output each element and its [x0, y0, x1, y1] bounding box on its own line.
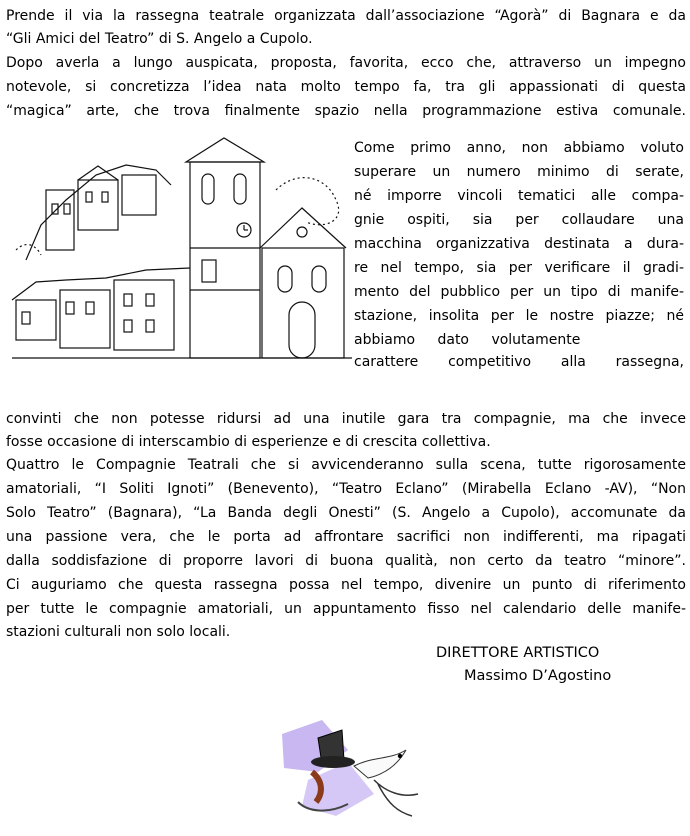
signature-role: DIRETTORE ARTISTICO [436, 645, 600, 661]
church-village-illustration [6, 130, 352, 374]
column-line: Come primo anno, non abbiamo voluto [354, 140, 684, 156]
body-line: dalla soddisfazione di proporre lavori di buona qualità, non certo da teatro “minore”. [6, 553, 686, 569]
body-line: Quattro le Compagnie Teatrali che si avvicenderanno sulla scena, tutte rigorosamente [6, 457, 686, 473]
body-line: Solo Teatro” (Bagnara), “La Banda degli Onesti” (S. Angelo a Cupolo), accomunate da [6, 505, 686, 521]
body-line: stazioni culturali non solo locali. [6, 624, 231, 640]
body-line: per tutte le compagnie amatoriali, un appuntamento fisso nel calendario delle manife- [6, 601, 686, 617]
column-line: stazione, insolita per le nostre piazze; né [354, 308, 684, 324]
intro-line: notevole, si concretizza l’idea nata molto tempo fa, tra gli appassionati di questa [6, 79, 686, 95]
theatre-hat-mascot-icon [278, 720, 424, 820]
intro-line: Dopo averla a lungo auspicata, proposta, favorita, ecco che, attraverso un impegno [6, 55, 686, 71]
intro-line: “Gli Amici del Teatro” di S. Angelo a Cupolo. [6, 31, 313, 47]
column-line: abbiamo dato volutamente [354, 332, 581, 348]
column-line: né imporre vincoli tematici alle compa- [354, 188, 684, 204]
body-line: Ci auguriamo che questa rassegna possa nel tempo, divenire un punto di riferimento [6, 577, 686, 593]
intro-line: “magica” arte, che trova finalmente spazio nella programmazione estiva comunale. [6, 103, 686, 119]
body-line: amatoriali, “I Soliti Ignoti” (Benevento), “Teatro Eclano” (Mirabella Eclano -AV), “Non [6, 481, 686, 497]
column-line: superare un numero minimo di serate, [354, 164, 684, 180]
column-line: macchina organizzativa destinata a dura- [354, 236, 684, 252]
column-line: carattere competitivo alla rassegna, [354, 354, 684, 370]
body-line: una passione vera, che le porta ad affrontare sacrifici non indifferenti, ma ripagati [6, 529, 686, 545]
column-line: mento del pubblico per un tipo di manife- [354, 284, 684, 300]
column-line: gnie ospiti, sia per collaudare una [354, 212, 684, 228]
column-line: re nel tempo, sia per verificare il gradi- [354, 260, 684, 276]
intro-line: Prende il via la rassegna teatrale organizzata dall’associazione “Agorà” di Bagnara e da [6, 8, 686, 24]
body-line: fosse occasione di interscambio di esperienze e di crescita collettiva. [6, 434, 491, 450]
body-line: convinti che non potesse ridursi ad una inutile gara tra compagnie, ma che invece [6, 411, 686, 427]
signature-name: Massimo D’Agostino [464, 668, 612, 684]
